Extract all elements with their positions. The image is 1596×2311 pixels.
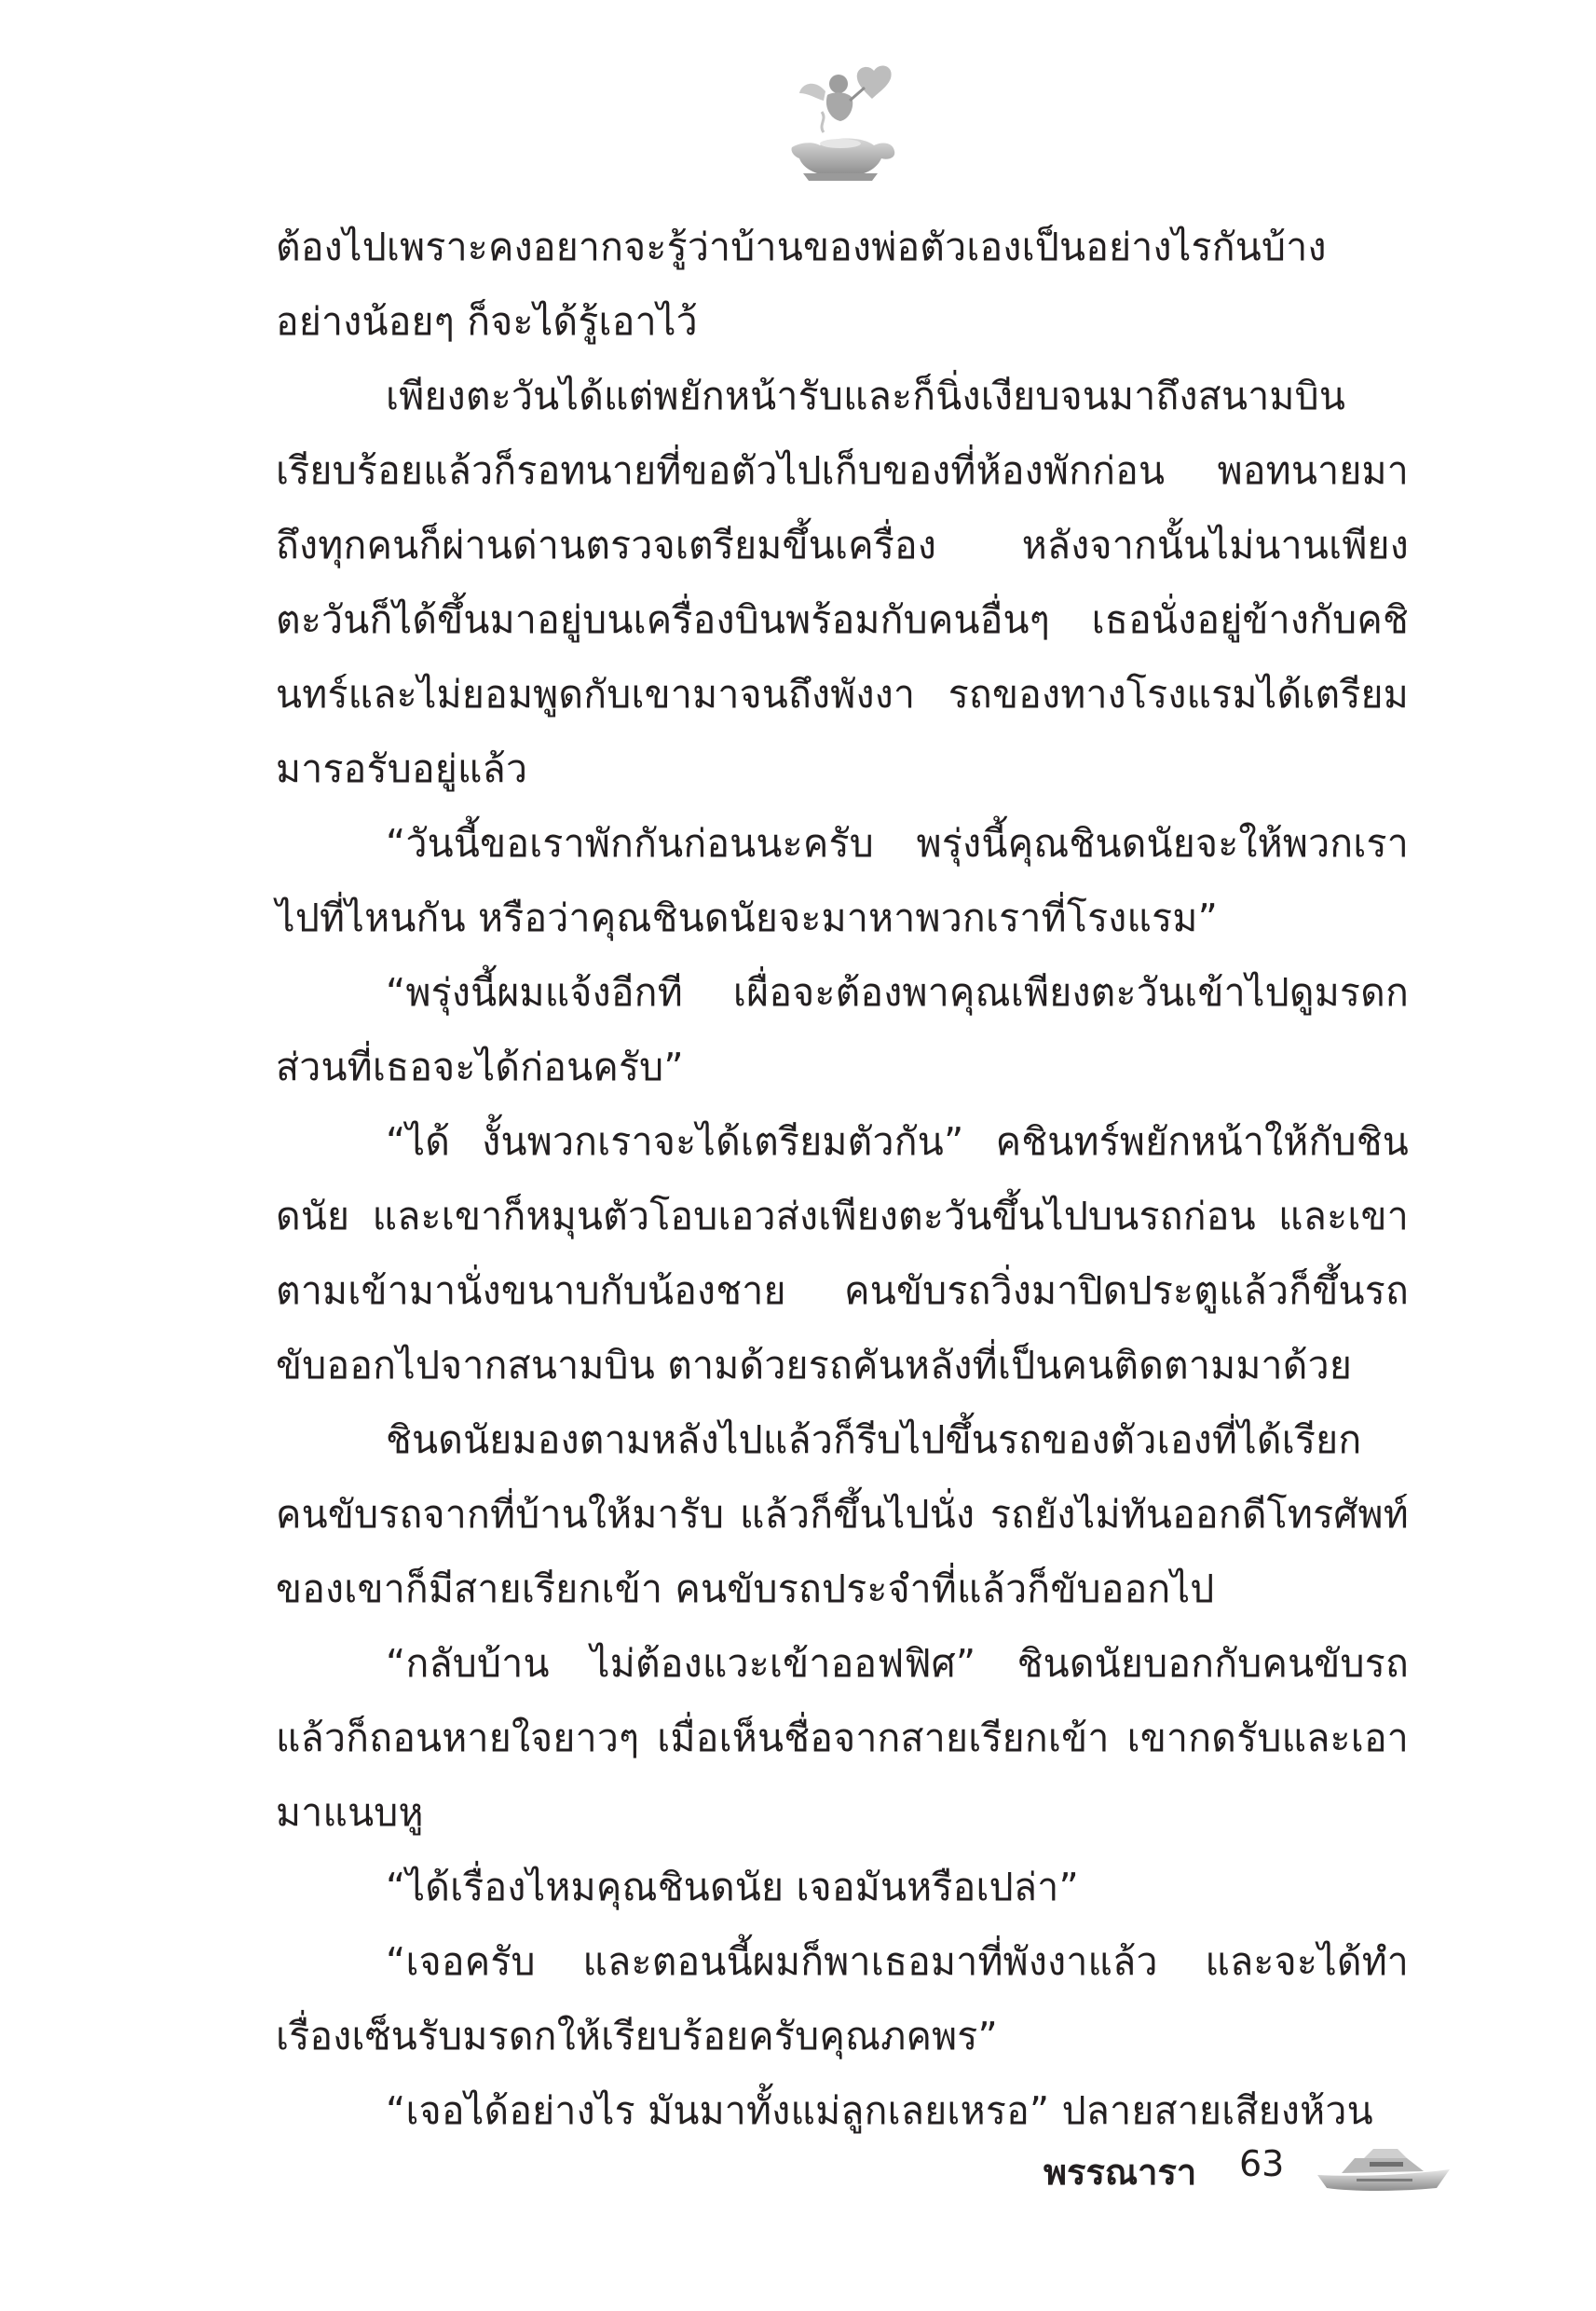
paragraph: “เจอครับ และตอนนี้ผมก็พาเธอมาที่พังงาแล้ว และจะได้ทำเรื่องเซ็นรับมรดกให้เรียบร้อยครับคุณภคพร”	[276, 1939, 1409, 2058]
paragraph: “ได้ งั้นพวกเราจะได้เตรียมตัวกัน” คชินทร์พยักหน้าให้กับชินดนัย และเขาก็หมุนตัวโอบเอวส่งเพียงตะวันขึ้นไปบนรถก่อน และเขาตามเข้ามานั่งขนาบกับน้องชาย คนขับรถวิ่งมาปิดประตูแล้วก็ขึ้นรถขับออกไปจากสนามบิน ตามด้วยรถคันหลังที่เป็นคนติดตามมาด้วย	[276, 1119, 1409, 1388]
page-footer	[1044, 2134, 1509, 2208]
body-text	[276, 210, 1409, 2148]
paragraph: “ได้เรื่องไหมคุณชินดนัย เจอมันหรือเปล่า”	[386, 1865, 1079, 1909]
teapot-with-cherub-icon	[770, 54, 909, 194]
paragraph: เพียงตะวันได้แต่พยักหน้ารับและก็นิ่งเงียบจนมาถึงสนามบินเรียบร้อยแล้วก็รอทนายที่ขอตัวไปเก็บของที่ห้องพักก่อน พอทนายมาถึงทุกคนก็ผ่านด่านตรวจเตรียมขึ้นเครื่อง หลังจากนั้นไม่นานเพียงตะวันก็ได้ขึ้นมาอยู่บนเครื่องบินพร้อมกับคนอื่นๆ เธอนั่งอยู่ข้างกับคชินทร์และไม่ยอมพูดกับเขามาจนถึงพังงา รถของทางโรงแรมได้เตรียมมารอรับอยู่แล้ว	[276, 374, 1409, 791]
paragraph: “กลับบ้าน ไม่ต้องแวะเข้าออฟฟิศ” ชินดนัยบอกกับคนขับรถแล้วก็ถอนหายใจยาวๆ เมื่อเห็นชื่อจากสายเรียกเข้า เขากดรับและเอามาแนบหู	[276, 1641, 1409, 1835]
paragraph: “เจอได้อย่างไร มันมาทั้งแม่ลูกเลยเหรอ” ปลายสายเสียงห้วน	[386, 2088, 1373, 2133]
book-title: พรรณารา	[1044, 2152, 1197, 2193]
paragraph: ต้องไปเพราะคงอยากจะรู้ว่าบ้านของพ่อตัวเองเป็นอย่างไรกันบ้าง อย่างน้อยๆ ก็จะได้รู้เอาไว้	[276, 225, 1327, 344]
yacht-icon	[1314, 2134, 1453, 2199]
paragraph: “วันนี้ขอเราพักกันก่อนนะครับ พรุ่งนี้คุณชินดนัยจะให้พวกเราไปที่ไหนกัน หรือว่าคุณชินดนัยจะมาหาพวกเราที่โรงแรม”	[276, 821, 1409, 940]
paragraph: “พรุ่งนี้ผมแจ้งอีกที เผื่อจะต้องพาคุณเพียงตะวันเข้าไปดูมรดกส่วนที่เธอจะได้ก่อนครับ”	[276, 970, 1409, 1089]
page-number: 63	[1239, 2143, 1285, 2184]
paragraph: ชินดนัยมองตามหลังไปแล้วก็รีบไปขึ้นรถของตัวเองที่ได้เรียกคนขับรถจากที่บ้านให้มารับ แล้วก็ขึ้นไปนั่ง รถยังไม่ทันออกดีโทรศัพท์ของเขาก็มีสายเรียกเข้า คนขับรถประจำที่แล้วก็ขับออกไป	[276, 1417, 1409, 1611]
